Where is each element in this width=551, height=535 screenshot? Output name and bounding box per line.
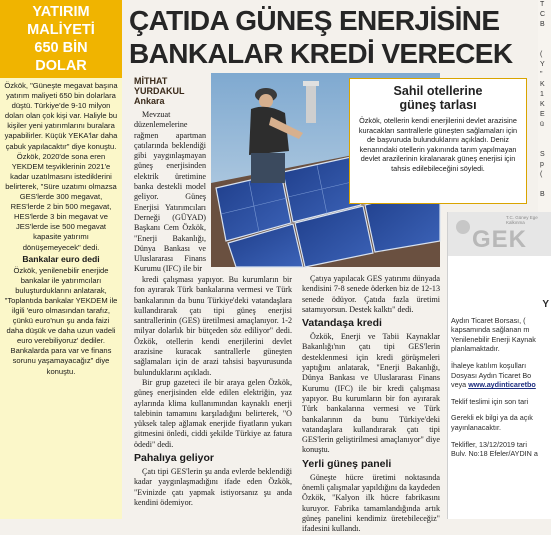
- edge-letter: [540, 40, 551, 50]
- edge-letter: (: [540, 51, 543, 58]
- ad-line: Yenilenebilir Enerji Kaynak: [451, 334, 536, 344]
- edge-letter: [540, 30, 551, 40]
- edge-letter: Y: [540, 61, 545, 68]
- ad-logo: GEK: [472, 226, 528, 253]
- ad-website-link[interactable]: www.aydinticaretbo: [468, 380, 536, 390]
- edge-letter: B: [540, 21, 545, 28]
- edge-letter: C: [540, 11, 546, 18]
- article-column-3: [302, 274, 440, 535]
- ad-header: [448, 212, 551, 256]
- edge-letter: [540, 140, 551, 150]
- author-name: YURDAKUL: [134, 86, 185, 96]
- sidebar-title-line: 650 BİN: [34, 40, 88, 56]
- sidebar-title-line: YATIRIM: [32, 4, 90, 20]
- article-paragraph: kredi çalışması yapıyor. Bu kurumların bir fon ayırarak Türk bankalarına vermesi ve Türk bankalarının da bunu Türkiye'deki vatandaşlara kullandırarak çatı tipi güneş enerjisi santrallerinin (GES) üretilmesi amaçlanıyor. 1-2 milyar dolarlık bir bütçeden söz ediliyor" dedi. Özkök, otellerin kendi enerjilerini devlet arazisine kuracak santrallerle güneşten sağlamaları için de arazi tahsisi başvurusunda bulunduklarını açıkladı.: [134, 275, 292, 377]
- ad-line: kapsamında sağlanan m: [451, 325, 530, 335]
- edge-letter: (: [540, 171, 543, 178]
- edge-letter: K: [540, 101, 545, 108]
- box-title-line: Sahil otellerine: [393, 84, 483, 98]
- article-paragraph: Çatıya yapılacak GES yatırımı dünyada kendisini 7-8 senede öderken biz de 12-13 senede ödüyor. Çatıda fazla üretimi satamıyorsun. Destek kalktı" dedi.: [302, 274, 440, 314]
- ad-line: Teklifler, 13/12/2019 tari: [451, 439, 527, 449]
- sidebar-paragraph: Özkök, 2020'de sona eren YEKDEM teşviklerinin 2021'e kadar uzatılmasını istediklerini belirterek, "Süre uzatımı olmazsa GES'lerde 300 megavat, RES'lerde 2 bin 500 megavat, HES'lerde 3 bin megavat ve JES'lerde ise 500 megavat kapasite yatırımı dönüşemeyecek" dedi.: [5, 151, 117, 252]
- edge-letter: T: [540, 1, 545, 8]
- ad-line: Dosyası Aydın Ticaret Bo: [451, 370, 532, 380]
- ad-line: Gerekli ek bilgi ya da açık: [451, 413, 533, 423]
- ad-line: planlamaktadır.: [451, 344, 500, 354]
- sidebar-subheading: Bankalar euro dedi: [22, 253, 100, 264]
- headline-line: ÇATIDA GÜNEŞ ENERJİSİNE: [129, 5, 500, 36]
- ad-line: Teklif teslimi için son tari: [451, 396, 529, 406]
- subheading-vatandasa: Vatandaşa kredi: [302, 317, 382, 330]
- ad-logo-caption: T.C. Güney Ege Kalkınma: [506, 215, 538, 225]
- edge-letter: E: [540, 111, 545, 118]
- subheading-yerli: Yerli güneş paneli: [302, 457, 392, 470]
- headline-line: BANKALAR KREDİ VERECEK: [129, 38, 513, 69]
- edge-letter: B: [540, 191, 545, 198]
- edge-letter: ": [540, 71, 543, 78]
- ad-line: [451, 380, 551, 390]
- article-paragraph: Mevzuat düzenlemelerine rağmen apartman çatılarında beklendiği gibi yaygınlaşmayan güneş enerjisinden elektrik üretimine banka destekli model geliyor. Güneş Enerjisi Yatırımcıları Derneği (GÜYAD) Başkanı Cem Özkök, "Enerji Bakanlığı, Dünya Bankası ve Uluslararası Finans Kurumu (IFC) ile bir: [134, 110, 206, 274]
- ad-line: Aydın Ticaret Borsası, (: [451, 315, 526, 325]
- article-paragraph: Çatı tipi GES'lerin şu anda evlerde beklendiği kadar yaygınlaşmadığını ifade eden Özkök, "Evinizde çatı yapmak istiyorsanız şu anda kendini ödemiyor.: [134, 467, 292, 507]
- sidebar-title-line: DOLAR: [35, 58, 87, 74]
- hotel-solar-box: [349, 78, 527, 204]
- subheading-pahaliya: Pahalıya geliyor: [134, 452, 214, 465]
- author-name: MİTHAT: [134, 76, 168, 86]
- ad-line-prefix: veya: [451, 380, 467, 390]
- edge-letter: [540, 180, 551, 190]
- ad-body: [448, 256, 551, 459]
- edge-letter: ü: [540, 121, 544, 128]
- box-title: [356, 84, 520, 112]
- article-column-1: [134, 110, 206, 275]
- box-text: Özkök, otellerin kendi enerjilerini devlet arazisine kuracakları santrallerle güneşten sağlamaları için de başvuruda bulunduklarını açıkladı. Deniz kenarındaki otellerin yakınında tarım yapılmayan devlet arazilerinin kiralanarak güneş enerjisi için tahsis edilebileceğini söyledi.: [358, 116, 518, 173]
- sidebar-title: [0, 0, 122, 78]
- sidebar-title-line: MALİYETİ: [27, 22, 95, 38]
- edge-letter: 1: [540, 91, 544, 98]
- edge-letter: [540, 130, 551, 140]
- sun-logo-icon: [456, 220, 470, 234]
- ad-line: İhaleye katılım koşulları: [451, 360, 527, 370]
- edge-letter: p: [540, 161, 544, 168]
- ad-line: Bulv. No:18 Efeler/AYDIN a: [451, 449, 538, 459]
- edge-letter: K: [540, 81, 545, 88]
- tender-advertisement: [447, 212, 551, 519]
- sidebar-paragraph: Özkök, "Güneşte megavat başına yatırım maliyeti 650 bin dolarlara düştü. Türkiye'de 9-10 milyon doları olan çok kişi var. Haliyle bu kişiler yeni yatırımlarını buralara yapabilirler. Küçük YEKA'lar daha çabuk yapılacaktır" diye konuştu.: [4, 81, 118, 151]
- sidebar-column: [0, 0, 122, 519]
- author-city: Ankara: [134, 96, 165, 106]
- ad-line: yayınlanacaktır.: [451, 422, 501, 432]
- article-column-2: [134, 275, 292, 508]
- sidebar-paragraph: Özkök, yenilenebilir enerjide bankalar ile yatırımcıları buluşturduklarını anlatarak, "Toplantıda bankalar YEKDEM ile ilgili 'euro olmasından tarafız, çünkü euro'nun şu anda faizi daha düşük ve daha uzun vadeli euro verebiliyoruz' dediler. Bankalarda para var ve finans sorunu yaşamayacağız" diye konuştu.: [4, 265, 118, 376]
- article-paragraph: Güneşte hücre üretimi noktasında önemli çalışmalar yapıldığını da kaydeden Özkök, "Kalyon ilk hücre fabrikasını kuruyor. Fabrika tamamlandığında artık güneş panelini kendimiz üretebileceğiz" ifadesini kullandı.: [302, 472, 440, 534]
- article-paragraph: Bir grup gazeteci ile bir araya gelen Özkök, güneş enerjisinden elde edilen elektriğin, yaz aylarında klima kullanımından kaynaklı enerji talebinin tamamını karşıladığını belirterek, "O yüksek talep ağlamak enerjide fiyatların yukarı gitmesini önledi, ciddi şekilde Türkiye az fatura ödedi" dedi.: [134, 377, 292, 449]
- article-headline: [129, 4, 537, 70]
- byline: [134, 76, 185, 106]
- article-paragraph: Özkök, Enerji ve Tabii Kaynaklar Bakanlığı'nın çatı tipi GES'lerin desteklenmesi için kredi görüşmeleri yaptığını anlatarak, "Enerji Bakanlığı, Dünya Bankası ve Uluslararası Finans Kurumu (IFC) ile bir kredi çalışması yapıyor. Bu kurumların bir fon ayırarak Türk bankalarına vermesi ve Türk bankalarının da bunu Türkiye'deki vatandaşlara kullandırarak çatı tipi GES'lerin geliştirilmesi amaçlanıyor" diye konuştu.: [302, 332, 440, 455]
- edge-letter: S: [540, 151, 545, 158]
- box-title-line: güneş tarlası: [399, 98, 477, 112]
- ad-title-fragment: Y: [542, 299, 549, 310]
